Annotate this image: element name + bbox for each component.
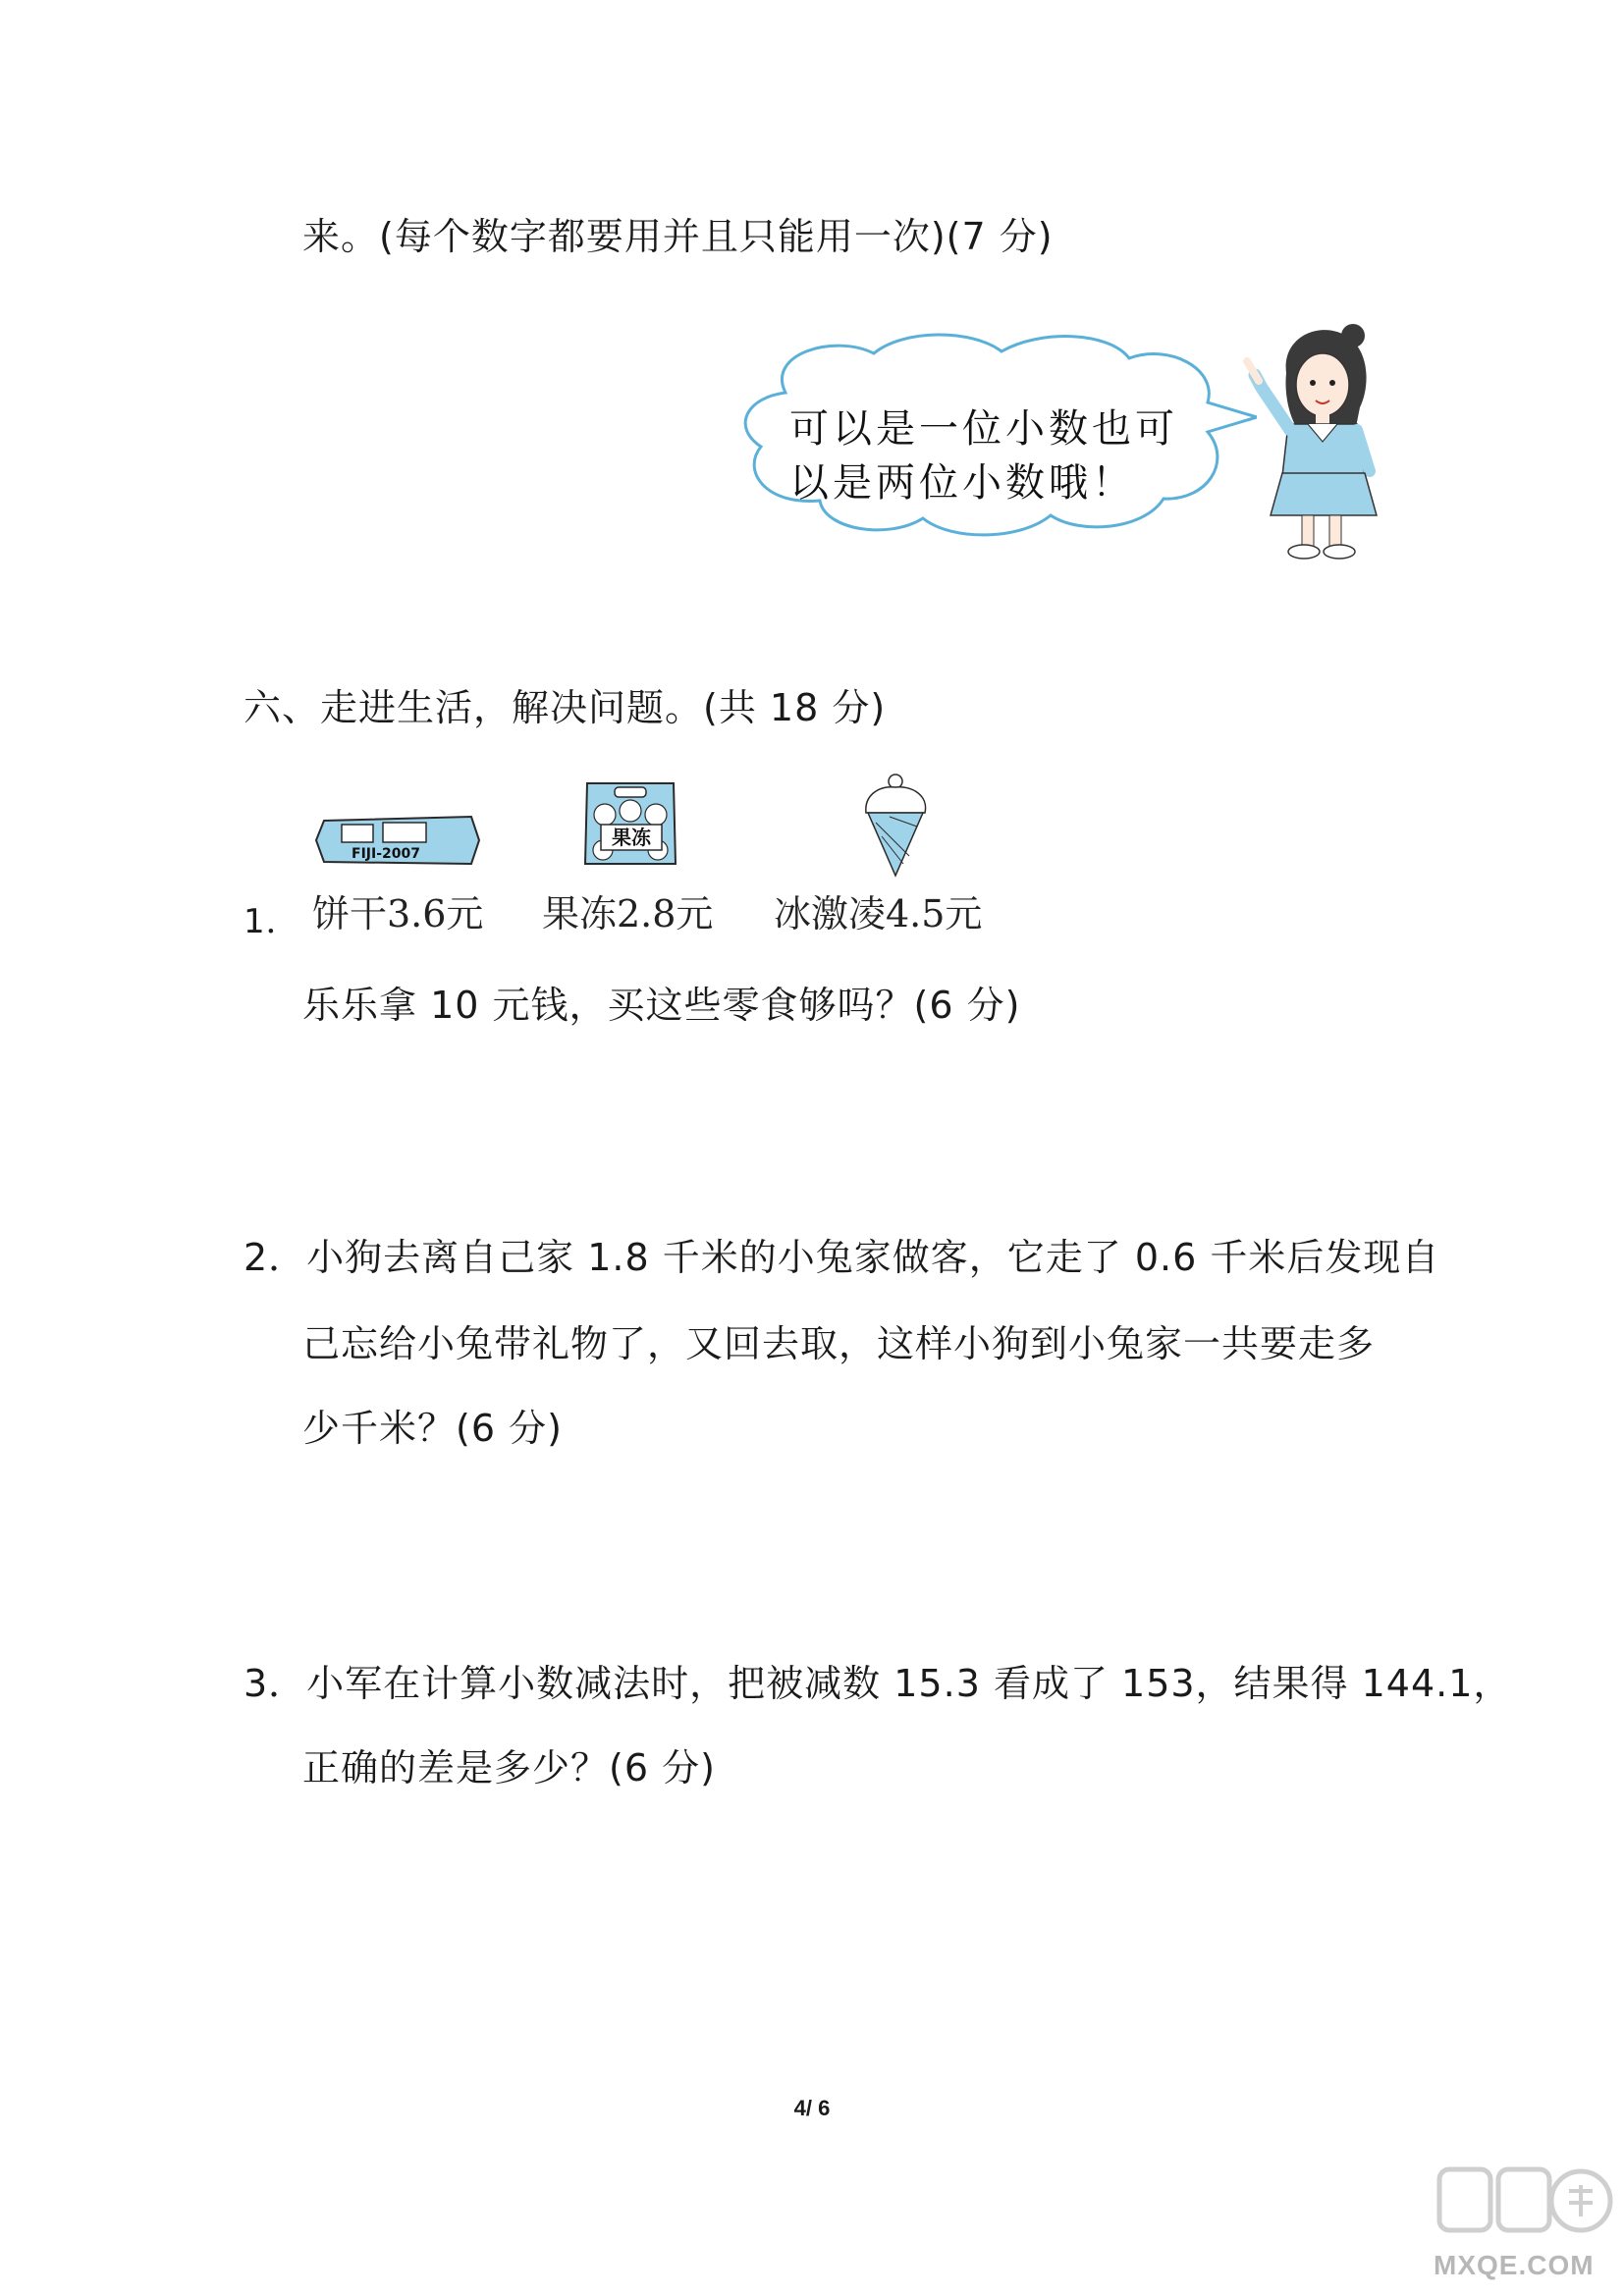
biscuit-pack-icon — [314, 811, 481, 870]
question-1-number: 1． — [244, 902, 300, 941]
bubble-line-1: 可以是一位小数也可 — [789, 406, 1178, 452]
snack-price-biscuit: 饼干3.6元 — [312, 892, 484, 935]
question-2-line-2: 己忘给小兔带礼物了，又回去取，这样小狗到小兔家一共要走多 — [302, 1322, 1376, 1365]
question-3-line-1: 3．小军在计算小数减法时，把被减数 15.3 看成了 153，结果得 144.1， — [244, 1662, 1512, 1705]
girl-illustration-icon — [1227, 314, 1394, 564]
question-2-line-3: 少千米？(6 分) — [302, 1407, 563, 1450]
watermark-url: MXQE.COM — [1434, 2250, 1595, 2280]
snack-price-jelly: 果冻2.8元 — [542, 892, 714, 935]
speech-bubble — [727, 324, 1257, 550]
question-2-line-1: 2．小狗去离自己家 1.8 千米的小兔家做客，它走了 0.6 千米后发现自 — [244, 1236, 1440, 1279]
biscuit-pack-text: FIJI-2007 — [352, 846, 420, 862]
jelly-bag-text: 果冻 — [612, 826, 651, 849]
jelly-bag-icon — [581, 774, 679, 872]
snack-price-ice-cream: 冰激凌4.5元 — [774, 892, 983, 935]
ice-cream-cone-icon — [856, 772, 935, 880]
question-1-text: 乐乐拿 10 元钱，买这些零食够吗？(6 分) — [302, 984, 1021, 1027]
section-heading: 六、走进生活，解决问题。(共 18 分) — [244, 686, 887, 729]
question-3-line-2: 正确的差是多少？(6 分) — [302, 1746, 716, 1789]
bubble-line-2: 以是两位小数哦！ — [789, 460, 1135, 506]
page-number: 4/ 6 — [793, 2096, 831, 2120]
continuation-text: 来。(每个数字都要用并且只能用一次)(7 分) — [302, 215, 1054, 258]
